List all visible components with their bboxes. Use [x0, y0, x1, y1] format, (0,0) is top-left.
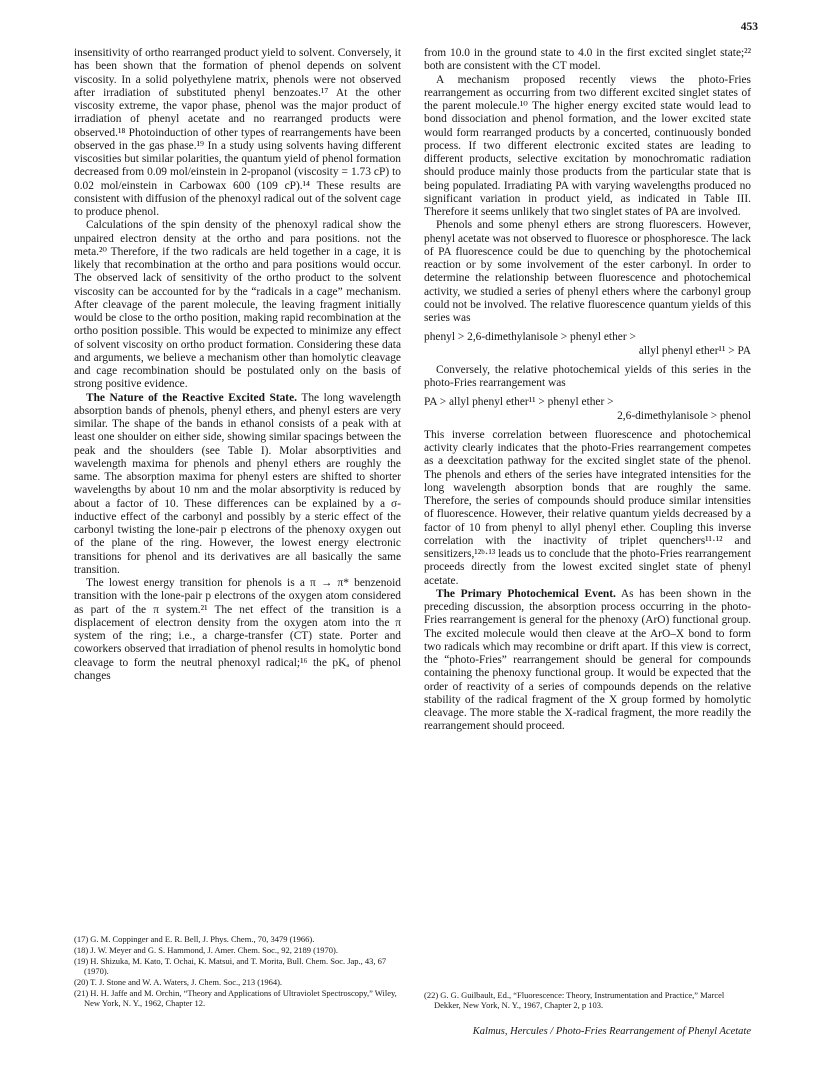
page-number: 453 [740, 21, 758, 33]
footnotes-right [424, 990, 751, 1011]
photochemical-order-equation [424, 396, 751, 423]
paragraph-text: The long wavelength absorption bands of phenols, phenyl ethers, and phenyl esters are very similar. The shape of the bands in ethanol consists of a peak with at least one shoulder on either side, showing similar spacings between the peak and the shoulders (see Table I). Molar absorptivities and wavelength maxima for phenols and phenyl ethers are roughly the same. The absorption maxima for phenyl esters are shifted to shorter wavelengths by about 10 nm and the molar absorptivity is reduced by about a factor of 10. These differences can be explained by a σ-inductive effect of the carbonyl and possibly by a steric effect of the carbonyl twisting the lone-pair p electrons of the phenoxy oxygen out of the plane of the ring. However, the lowest energy electronic transitions for phenol and its derivatives are all basically the same transition. [74, 391, 401, 576]
paragraph: from 10.0 in the ground state to 4.0 in the first excited singlet state;²² both are consistent with the CT model. [424, 47, 751, 73]
equation-line: allyl phenyl ether¹¹ > PA [638, 344, 751, 357]
running-footer: Kalmus, Hercules / Photo-Fries Rearrangement of Phenyl Acetate [472, 1026, 751, 1037]
paragraph-text: As has been shown in the preceding discussion, the absorption process occurring in the photo-Fries rearrangement is general for the phenoxy (ArO) functional group. The excited molecule would then cleave at the ArO–X bond to form two radicals which may recombine or drift apart. If this view is correct, the “photo-Fries” rearrangement should be general for compounds containing the phenoxy functional group. It would be expected that the order of reactivity of a series of compounds depends on the relative stability of the radical fragment of the X group formed by homolytic cleavage. The more stable the X-radical fragment, the more readily the rearrangement should proceed. [424, 587, 751, 733]
section-heading: The Nature of the Reactive Excited State. [86, 391, 298, 404]
equation-line: PA > allyl phenyl ether¹¹ > phenyl ether > [424, 396, 614, 409]
footnote: (22) G. G. Guilbault, Ed., “Fluorescence: Theory, Instrumentation and Practice,” Marcel Dekker, New York, N. Y., 1967, Chapter 2, p 103. [424, 990, 725, 1010]
footnotes-left [74, 934, 401, 1009]
paragraph: Phenols and some phenyl ethers are strong fluorescers. However, phenyl acetate was not observed to fluoresce or phosphoresce. The lack of PA fluorescence could be due to quenching by the photochemical reaction or by some involvement of the ester carbonyl. In order to determine the relationship between fluorescence and photochemical activity, we studied a series of phenyl ethers where the carbonyl group could not be involved. The relative fluorescence quantum yields of this series was [424, 219, 751, 324]
paragraph: The lowest energy transition for phenols is a π → π* benzenoid transition with the lone-pair p electrons of the oxygen atom considered as part of the π system.²¹ The net effect of the transition is a displacement of electron density from the oxygen atom into the π system of the ring; i.e., a charge-transfer (CT) state. Porter and coworkers observed that irradiation of phenol results in homolytic bond cleavage to form the neutral phenoxyl radical;¹⁶ the pKₐ of phenol changes [74, 577, 401, 682]
section-paragraph [424, 588, 751, 734]
footnote: (20) T. J. Stone and W. A. Waters, J. Chem. Soc., 213 (1964). [74, 977, 283, 987]
footnote: (19) H. Shizuka, M. Kato, T. Ochai, K. Matsui, and T. Morita, Bull. Chem. Soc. Jap., 43, 67 (1970). [74, 956, 387, 976]
section-heading: The Primary Photochemical Event. [436, 587, 616, 600]
equation-line: phenyl > 2,6-dimethylanisole > phenyl ether > [424, 331, 636, 344]
equation-line: 2,6-dimethylanisole > phenol [617, 409, 751, 422]
footnote: (18) J. W. Meyer and G. S. Hammond, J. Amer. Chem. Soc., 92, 2189 (1970). [74, 945, 338, 955]
paragraph: Conversely, the relative photochemical yields of this series in the photo-Fries rearrangement was [424, 363, 751, 389]
paragraph: This inverse correlation between fluorescence and photochemical activity clearly indicates that the photo-Fries rearrangement competes as a deexcitation pathway for the excited singlet state of the phenol. The phenols and ethers of the series have integrated intensities for the long wavelength absorption bonds that are roughly the same. Therefore, the series of compounds should produce similar intensities of fluorescence. However, their relative quantum yields decreased by a factor of 10 from phenyl to allyl phenyl ether. Coupling this inverse correlation with the inactivity of triplet quenchers¹¹·¹² and sensitizers,¹²ᵇ·¹³ leads us to conclude that the photo-Fries rearrangement proceeds directly from the lowest excited singlet state of phenyl acetate. [424, 428, 751, 587]
left-column [74, 47, 401, 683]
footnote: (17) G. M. Coppinger and E. R. Bell, J. Phys. Chem., 70, 3479 (1966). [74, 934, 315, 944]
right-column [424, 47, 751, 734]
paragraph: A mechanism proposed recently views the photo-Fries rearrangement as occurring from two different excited singlet states of the parent molecule.¹⁰ The higher energy excited state would lead to bond dissociation and phenol formation, and the lower excited state would form rearranged products by a concerted, continuously bonded process. If two different electronic excited states are leading to different products, selective excitation by monochromatic radiation should produce mainly those products from the particular state that is being populated. Irradiating PA with varying wavelengths produced no significant variation in product yield, as indicated in Table III. Therefore it seems unlikely that two singlet states of PA are involved. [424, 73, 751, 218]
paragraph: insensitivity of ortho rearranged product yield to solvent. Conversely, it has been shown that the formation of phenol depends on solvent viscosity. In a solid polyethylene matrix, phenols were not observed after irradiation of substituted phenyl benzoates.¹⁷ At the other viscosity extreme, the vapor phase, phenol was the major product of irradiation of phenyl acetate and no rearranged products were observed.¹⁸ Photoinduction of other types of rearrangements have been observed in the gas phase.¹⁹ In a study using solvents having different viscosities but similar polarities, the quantum yield of phenol formation decreased from 0.09 mol/einstein in 2-propanol (viscosity = 1.73 cP) to 0.02 mol/einstein in Carbowax 600 (109 cP).¹⁴ These results are consistent with diffusion of the phenoxyl radical out of the solvent cage to produce phenol. [74, 47, 401, 218]
footnote: (21) H. H. Jaffe and M. Orchin, “Theory and Applications of Ultraviolet Spectroscopy,” Wiley, New York, N. Y., 1962, Chapter 12. [74, 988, 397, 1008]
paragraph: Calculations of the spin density of the phenoxyl radical show the unpaired electron density at the ortho and para positions. not the meta.²⁰ Therefore, if the two radicals are held together in a cage, it is likely that recombination at the ortho and para positions would occur. The observed lack of sensitivity of the ortho product to the solvent viscosity can be accounted for by the “radicals in a cage” mechanism. After cleavage of the parent molecule, the leaving fragment initially would be close to the ortho position, making rapid recombination at the ortho position possible. This would be expected to minimize any effect of solvent viscosity on ortho product formation. Considering these data and arguments, we believe a mechanism other than homolytic cleavage and cage recombination should be postulated only on the basis of strong positive evidence. [74, 219, 401, 391]
fluorescence-order-equation [424, 331, 751, 358]
section-paragraph [74, 392, 401, 578]
